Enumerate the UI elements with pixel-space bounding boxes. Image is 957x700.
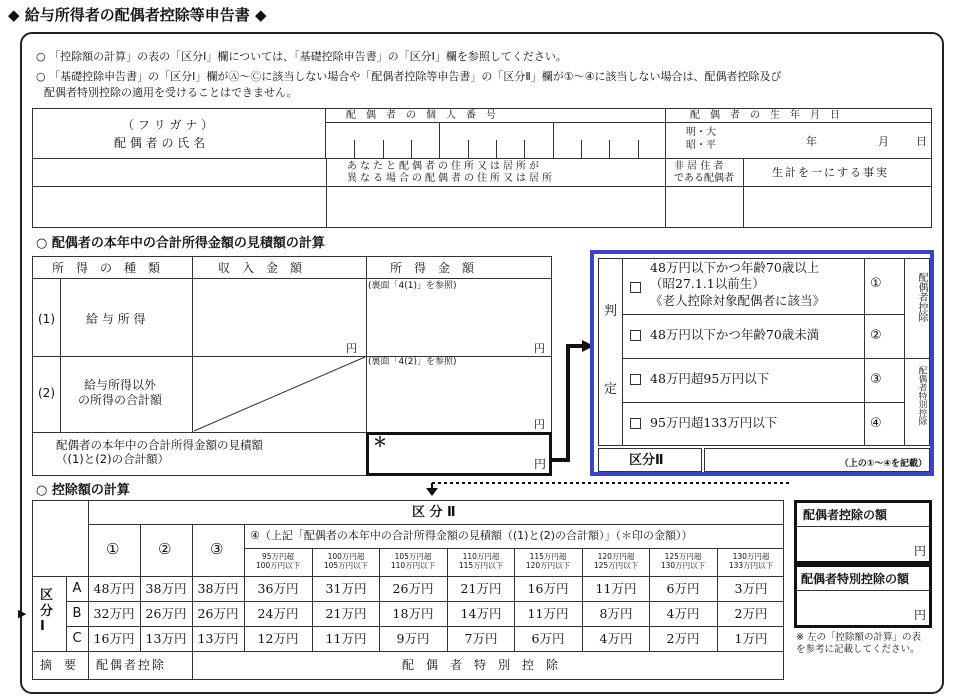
row-key-a: A [72, 581, 82, 596]
digit-separator [638, 140, 639, 158]
deduction-cell: 2万円 [666, 631, 700, 646]
address-label: あなたと配偶者の住所又は居所が 異なる場合の配偶者の住所又は居所 [347, 161, 555, 184]
judgement-option-4[interactable] [630, 404, 862, 444]
summary-special-deduction: 配 偶 者 特 別 控 除 [402, 658, 559, 672]
deduction-cell: 11万円 [595, 581, 637, 596]
deduction-cell: 11万円 [325, 631, 367, 646]
digit-separator [439, 122, 440, 158]
arrow-to-judgement-icon [548, 340, 596, 464]
col-head-2: ② [158, 540, 172, 558]
range-header: 100万円超 105万円以下 [323, 552, 369, 571]
deduction-cell: 16万円 [93, 631, 135, 646]
month-label: 月 [878, 135, 889, 148]
special-deduction-yen: 円 [913, 608, 926, 622]
deduction-cell: 6万円 [666, 581, 700, 596]
deduction-cell: 32万円 [93, 606, 135, 621]
deduction-cell: 2万円 [734, 606, 768, 621]
row2-num: (2) [38, 386, 55, 400]
range-header: 105万円超 110万円以下 [390, 552, 436, 571]
col-head-4: ④（上記「配偶者の本年中の合計所得金額の見積額（(1)と(2)の合計額）」（＊印の金額）） [250, 529, 693, 542]
range-header: 110万円超 115万円以下 [458, 552, 504, 571]
row1-label: 給 与 所 得 [86, 312, 146, 326]
birthdate-label: 配 偶 者 の 生 年 月 日 [690, 110, 840, 121]
deduction-cell: 38万円 [145, 581, 187, 596]
spouse-deduction-label: 配偶者控除の額 [803, 508, 888, 522]
option-4-text: 95万円超133万円以下 [650, 415, 778, 430]
judgement-label-bottom: 定 [604, 382, 618, 397]
spouse-info-table [32, 108, 932, 228]
digit-separator [553, 122, 554, 158]
special-deduction-box[interactable] [794, 564, 932, 628]
checkbox-option-4[interactable] [630, 418, 641, 429]
digit-separator [468, 140, 469, 158]
option-3-num: ③ [870, 372, 882, 387]
judgement-option-1[interactable] [630, 260, 862, 314]
spouse-deduction-box[interactable] [794, 500, 932, 564]
deduction-cell: 26万円 [145, 606, 187, 621]
row1-income-input[interactable] [368, 294, 550, 354]
digit-separator [411, 140, 412, 158]
deduction-cell: 16万円 [527, 581, 569, 596]
row1-ref: (裏面「4(1)」を参照) [368, 281, 457, 291]
row-key-b: B [72, 606, 82, 621]
deduction-cell: 21万円 [325, 606, 367, 621]
note-2: ○ 「基礎控除申告書」の「区分Ⅰ」欄がⒶ～Ⓒに該当しない場合や「配偶者控除等申告書」の「区分Ⅱ」欄が①～④に該当しない場合は、配偶者控除及び [36, 70, 782, 83]
kubun2-label: 区分Ⅱ [629, 453, 664, 468]
checkbox-option-2[interactable] [630, 330, 641, 341]
era-label: 明・大 昭・平 [686, 127, 716, 151]
col-revenue: 収 入 金 額 [218, 261, 303, 275]
deduction-cell: 9万円 [396, 631, 430, 646]
option-2-text: 48万円以下かつ年齢70歳未満 [650, 327, 820, 342]
option-1-text: 48万円以下かつ年齢70歳以上 （昭27.1.1以前生） 《老人控除対象配偶者に該当》 [650, 260, 826, 308]
birthdate-cell[interactable] [666, 108, 932, 158]
deduction-cell: 13万円 [197, 631, 239, 646]
option-2-num: ② [870, 328, 882, 343]
row1-income-yen: 円 [534, 342, 545, 355]
side-label-special-deduction: 配偶者特別控除 [917, 366, 927, 426]
spouse-deduction-yen: 円 [913, 544, 926, 558]
spouse-name-label: 配 偶 者 の 氏 名 [114, 136, 206, 150]
nonresident-label: 非 居 住 者 である配偶者 [674, 161, 734, 184]
range-header: 115万円超 120万円以下 [525, 552, 571, 571]
page-title: ◆ 給与所得者の配偶者控除等申告書 ◆ [8, 6, 267, 24]
option-1-num: ① [870, 276, 882, 291]
livelihood-label: 生計を一にする事実 [772, 166, 889, 179]
row1-num: (1) [38, 312, 55, 326]
row2-label: 給与所得以外 の所得の合計額 [78, 378, 163, 407]
deduction-cell: 11万円 [527, 606, 569, 621]
col-head-1: ① [106, 540, 120, 558]
my-number-digits[interactable] [326, 122, 666, 158]
judgement-box [590, 250, 934, 476]
deduction-cell: 4万円 [599, 631, 633, 646]
digit-separator [581, 140, 582, 158]
row1-revenue-input[interactable] [194, 280, 364, 354]
summary-spouse-deduction: 配偶者控除 [96, 658, 167, 672]
option-3-text: 48万円超95万円以下 [650, 371, 770, 386]
range-header: 95万円超 100万円以下 [255, 552, 301, 571]
option-4-num: ④ [870, 416, 882, 431]
deduction-cell: 13万円 [145, 631, 187, 646]
total-asterisk: ＊ [373, 435, 387, 451]
deduction-cell: 6万円 [531, 631, 565, 646]
judgement-option-3[interactable] [630, 360, 862, 400]
deduction-cell: 36万円 [257, 581, 299, 596]
deduction-cell: 18万円 [392, 606, 434, 621]
furigana-label: （ フ リ ガ ナ ） [122, 118, 214, 132]
row2-income-yen: 円 [534, 418, 545, 431]
digit-separator [354, 140, 355, 158]
deduction-cell: 38万円 [197, 581, 239, 596]
deduction-table [32, 500, 784, 680]
deduction-cell: 1万円 [734, 631, 768, 646]
special-deduction-label: 配偶者特別控除の額 [801, 572, 910, 586]
spouse-name-cell [32, 108, 326, 158]
deduction-cell: 3万円 [734, 581, 768, 596]
summary-label: 摘 要 [40, 658, 77, 672]
row2-ref: (裏面「4(2)」を参照) [368, 357, 457, 367]
total-yen: 円 [533, 457, 546, 471]
deduction-cell: 21万円 [460, 581, 502, 596]
year-label: 年 [806, 135, 817, 148]
kubun2-input[interactable] [704, 448, 930, 472]
deduction-cell: 31万円 [325, 581, 367, 596]
my-number-label: 配 偶 者 の 個 人 番 号 [346, 110, 496, 121]
row1-revenue-yen: 円 [346, 342, 357, 355]
dotted-connector-icon [424, 478, 794, 498]
deduction-cell: 4万円 [666, 606, 700, 621]
deduction-cell: 24万円 [257, 606, 299, 621]
deduction-cell: 26万円 [197, 606, 239, 621]
address-input[interactable] [32, 186, 326, 228]
range-header: 120万円超 125万円以下 [593, 552, 639, 571]
note-3: 配偶者特別控除の適用を受けることはできません。 [44, 86, 298, 99]
checkbox-option-1[interactable] [630, 282, 641, 293]
kubun2-header: 区 分 Ⅱ [412, 505, 456, 520]
side-label-spouse-deduction: 配偶者控除 [916, 272, 927, 322]
col-head-3: ③ [210, 540, 224, 558]
row2-income-input[interactable] [368, 370, 550, 430]
deduction-section-heading: ○ 控除額の計算 [36, 483, 130, 498]
kubun2-note: （上の①～④を記載） [839, 458, 927, 469]
deduction-cell: 12万円 [257, 631, 299, 646]
digit-separator [383, 140, 384, 158]
day-label: 日 [916, 135, 927, 148]
judgement-label-top: 判 [604, 304, 618, 319]
kubun1-header: 区 分 Ⅰ [40, 588, 54, 635]
total-label: 配偶者の本年中の合計所得金額の見積額 （(1)と(2)の合計額） [56, 438, 263, 467]
digit-separator [496, 140, 497, 158]
my-number-cell[interactable] [326, 108, 666, 158]
deduction-cell: 7万円 [464, 631, 498, 646]
digit-separator [609, 140, 610, 158]
digit-separator [524, 140, 525, 158]
note-1: ○ 「控除額の計算」の表の「区分Ⅰ」欄については、「基礎控除申告書」の「区分Ⅰ」欄を参照してください。 [36, 50, 567, 63]
deduction-cell: 14万円 [460, 606, 502, 621]
row-key-c: C [72, 631, 82, 646]
col-income-type: 所 得 の 種 類 [52, 261, 161, 275]
range-header: 125万円超 130万円以下 [660, 552, 706, 571]
income-table [32, 256, 552, 476]
judgement-option-2[interactable] [630, 316, 862, 356]
deduction-cell: 8万円 [599, 606, 633, 621]
range-header: 130万円超 133万円以下 [728, 552, 774, 571]
deduction-cell: 26万円 [392, 581, 434, 596]
col-income-amount: 所 得 金 額 [390, 261, 475, 275]
row2-diagonal-slash [192, 356, 366, 432]
checkbox-option-3[interactable] [630, 374, 641, 385]
deduction-cell: 48万円 [93, 581, 135, 596]
result-footnote: ※ 左の「控除額の計算」の表 を参考に記載してください。 [796, 632, 921, 655]
kubun1-pointer-icon: ▶ [18, 607, 27, 620]
total-amount-box[interactable] [366, 432, 552, 476]
income-section-heading: ○ 配偶者の本年中の合計所得金額の見積額の計算 [36, 236, 325, 251]
